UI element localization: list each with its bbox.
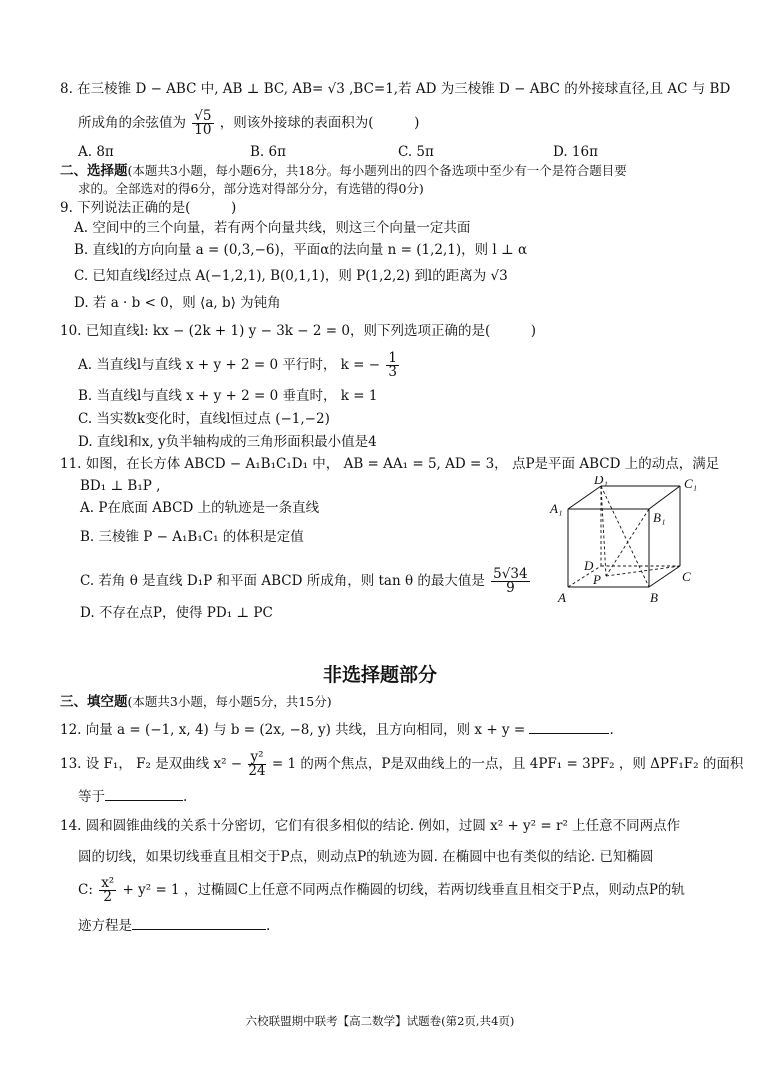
q11-c-den: 9: [506, 580, 515, 596]
q9-option-b: B. 直线l的方向向量 a = (0,3,−6)，平面α的法向量 n = (1,2,1)，则 l ⊥ α: [74, 242, 528, 258]
q11-c-text: C. 若角 θ 是直线 D₁P 和平面 ABCD 所成角，则 tan θ 的最大值是: [80, 573, 485, 589]
q13-frac-den: 24: [248, 763, 266, 779]
q11-c-fraction: [491, 568, 529, 595]
label-p: P: [593, 572, 601, 587]
label-d: D: [584, 558, 594, 573]
q14-frac-den: 2: [103, 889, 112, 905]
q9-stem: 9. 下列说法正确的是( ): [60, 200, 237, 216]
q10-a-text: A. 当直线l与直线 x + y + 2 = 0 平行时， k = −: [78, 357, 381, 373]
edge-b1c1: [649, 486, 680, 509]
q8-frac-den: 10: [194, 122, 212, 138]
q11-option-d: D. 不存在点P，使得 PD₁ ⊥ PC: [80, 605, 273, 621]
q11-stem2: BD₁ ⊥ B₁P ,: [80, 478, 161, 494]
q14-answer-blank[interactable]: [132, 917, 266, 930]
q10-option-d: D. 直线l和x, y负半轴构成的三角形面积最小值是4: [78, 434, 377, 450]
q14-frac-num: x²: [101, 875, 115, 891]
q8-option-b: B. 6π: [250, 144, 286, 160]
q11-option-a: A. P在底面 ABCD 上的轨迹是一条直线: [80, 500, 320, 516]
q10-option-c: C. 当实数k变化时，直线l恒过点 (−1,−2): [78, 411, 330, 427]
q9-option-a: A. 空间中的三个向量，若有两个向量共线，则这三个向量一定共面: [74, 220, 471, 236]
label-c: C: [682, 569, 691, 584]
q12-end: .: [609, 722, 614, 738]
q13-line1: [60, 745, 743, 783]
q14-text4: 迹方程是: [78, 918, 132, 934]
q11-stem: 11. 如图，在长方体 ABCD − A₁B₁C₁D₁ 中， AB = AA₁ = 5, AD = 3， 点P是平面 ABCD 上的动点，满足: [60, 456, 720, 472]
q12-text: 12. 向量 a = (−1, x, 4) 与 b = (2x, −8, y) 共线，且方向相同，则 x + y =: [60, 722, 530, 738]
q13-frac-num: y²: [248, 751, 265, 765]
q8-text-b: ，则该外接球的表面积为( ): [219, 115, 420, 131]
q14-text3a: C:: [78, 882, 93, 898]
q8-fraction: [192, 110, 213, 137]
q14-line1: 14. 圆和圆锥曲线的关系十分密切，它们有很多相似的结论. 例如，过圆 x² + y² = r² 上任意不同两点作: [60, 818, 681, 834]
q13-answer-blank[interactable]: [105, 788, 183, 801]
q14-line4: [78, 917, 270, 935]
q10-stem: 10. 已知直线l: kx − (2k + 1) y − 3k − 2 = 0，则下列选项正确的是( ): [60, 323, 536, 339]
label-b: B: [650, 590, 658, 605]
q8-option-a: A. 8π: [78, 144, 114, 160]
q8-option-c: C. 5π: [398, 144, 434, 160]
section2-note1: (本题共3小题，每小题6分，共18分。每小题列出的四个备选项中至少有一个是符合题目要: [127, 163, 627, 178]
q10-a-fraction: [386, 352, 399, 379]
q11-option-c: [80, 562, 532, 600]
q13-end: .: [183, 789, 188, 805]
label-d1: D₁: [594, 476, 608, 487]
section3-header: [60, 693, 332, 711]
q8-line1: 8. 在三棱锥 D − ABC 中, AB ⊥ BC, AB= √3 ,BC=1,若 AD 为三棱锥 D − ABC 的外接球直径,且 AC 与 BD: [60, 81, 731, 97]
q14-text3b: + y² = 1 ，过椭圆C上任意不同两点作椭圆的切线，若两切线垂直且相交于P点，则动点P的轨: [122, 882, 685, 898]
q14-end: .: [266, 918, 271, 934]
section2-note2: 求的。全部选对的得6分，部分选对得部分分，有选错的得0分): [78, 181, 424, 196]
q8-option-d: D. 16π: [553, 144, 598, 160]
q13-line2: [78, 788, 187, 806]
q13-text2: = 1 的两个焦点，P是双曲线上的一点，且 4PF₁ = 3PF₂ ，则 ΔPF₁F₂ 的面积: [271, 756, 744, 772]
page-footer: 六校联盟期中联考【高二数学】试题卷(第2页,共4页): [245, 1014, 515, 1028]
q10-a-den: 3: [388, 364, 397, 380]
q9-option-c: C. 已知直线l经过点 A(−1,2,1), B(0,1,1)，则 P(1,2,2) 到l的距离为 √3: [74, 268, 508, 284]
section2-title: 二、选择题: [60, 163, 128, 179]
edge-bc: [649, 566, 680, 587]
seg-pc-hidden: [606, 566, 680, 576]
q8-frac-num: √5: [194, 108, 212, 124]
cuboid-figure: [546, 476, 706, 608]
q14-line3: [78, 870, 685, 910]
edge-a1d1: [568, 486, 601, 509]
q9-option-d: D. 若 a · b < 0，则 ⟨a, b⟩ 为钝角: [74, 295, 281, 311]
q13-fraction: [248, 751, 265, 778]
section3-note: (本题共3小题，每小题5分，共15分): [127, 694, 332, 709]
q12-answer-blank[interactable]: [529, 721, 609, 734]
section2-header: [60, 162, 627, 180]
label-a1: A₁: [550, 501, 563, 516]
seg-d1p-hidden: [601, 486, 606, 576]
q10-option-a: [78, 346, 401, 384]
q12-line: [60, 721, 614, 739]
q10-a-num: 1: [388, 350, 397, 366]
q14-line2: 圆的切线，如果切线垂直且相交于P点，则动点P的轨迹为圆. 在椭圆中也有类似的结论. 已知椭圆: [78, 849, 654, 865]
part-title: 非选择题部分: [322, 664, 437, 686]
q11-option-b: B. 三棱锥 P − A₁B₁C₁ 的体积是定值: [80, 529, 304, 545]
q8-line2: [78, 104, 419, 142]
q11-c-num: 5√34: [493, 566, 528, 582]
seg-b1p-hidden: [606, 509, 649, 576]
label-b1: B₁: [653, 510, 666, 525]
q10-option-b: B. 当直线l与直线 x + y + 2 = 0 垂直时， k = 1: [78, 388, 378, 404]
q14-fraction: [99, 877, 116, 904]
q8-text-a: 所成角的余弦值为: [78, 115, 186, 131]
label-c1: C₁: [684, 476, 698, 491]
q13-text1: 13. 设 F₁， F₂ 是双曲线 x² −: [60, 756, 243, 772]
diag-bd1-hidden: [601, 486, 649, 587]
q13-text3: 等于: [78, 789, 105, 805]
section3-title: 三、填空题: [60, 694, 128, 710]
label-a: A: [558, 590, 566, 605]
